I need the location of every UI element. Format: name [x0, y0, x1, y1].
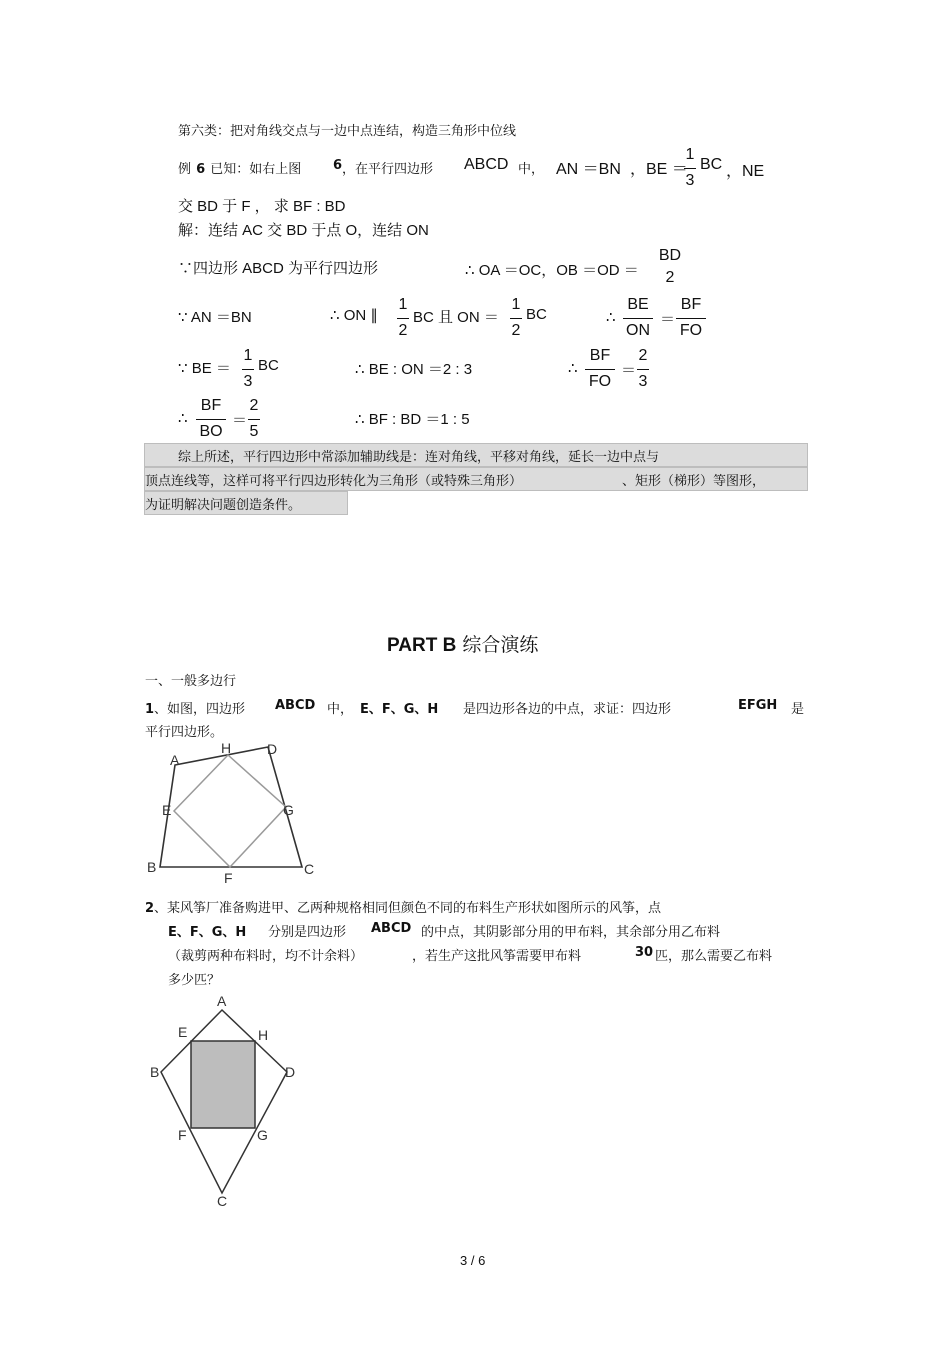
label-H: H [221, 740, 232, 756]
r2-bc1: BC 且 ON ＝ [413, 309, 499, 326]
summary-line2b: 、矩形（梯形）等图形， [622, 474, 766, 489]
label-H2: H [258, 1027, 269, 1043]
example-text: ，在平行四边形 [342, 162, 434, 177]
abcd-label: ABCD [464, 156, 509, 173]
ne-label: ，NE [726, 163, 765, 180]
q1-abcd: ABCD [275, 698, 316, 713]
q2-b: 分别是四边形 [268, 925, 347, 940]
label-C: C [304, 861, 315, 877]
q1-d: 是 [791, 702, 805, 717]
frac-half-1: 1 2 [398, 296, 408, 339]
q2-f: 匹，那么需要乙布料 [655, 949, 773, 964]
partb-title-cn: 综合演练 [462, 634, 539, 656]
r3-eq: ＝ [621, 362, 637, 379]
q2-g: 多少匹？ [168, 973, 221, 988]
r2-bc2: BC [526, 306, 547, 323]
label-F2: F [178, 1127, 187, 1143]
label-B2: B [150, 1064, 160, 1080]
summary-line3: 为证明解决问题创造条件。 [145, 498, 302, 513]
r4-eq: ＝ [232, 412, 248, 429]
frac-bf-fo: BF FO [676, 296, 706, 340]
example-given: 已知：如右上图 [210, 162, 302, 177]
q1-line2: 平行四边形。 [145, 725, 224, 740]
q1-b: 中， [327, 702, 354, 717]
summary-line1: 综上所述，平行四边形中常添加辅助线是：连对角线，平移对角线，延长一边中点与 [178, 450, 660, 465]
label-A: A [170, 752, 180, 768]
q1-a: 、如图，四边形 [154, 702, 246, 717]
figure-quadrilateral [140, 735, 325, 885]
r4-a: ∴ [178, 410, 188, 427]
be-eq: ，BE ＝ [630, 161, 688, 178]
r4-b: ∴ BF : BD ＝1 : 5 [355, 411, 470, 428]
label-G2: G [257, 1127, 268, 1143]
frac-bf-fo-2: BF FO [585, 347, 615, 391]
example-prefix: 例 [178, 162, 192, 177]
q1-num: 1 [145, 702, 155, 717]
label-E2: E [178, 1024, 188, 1040]
r3-b: ∴ BE : ON ＝2 : 3 [355, 361, 473, 378]
frac-one-third: 1 3 [685, 146, 695, 189]
solve-line: 解：连结 AC 交 BD 于点 O，连结 ON [178, 222, 429, 239]
r2-b: ∴ ON ∥ [330, 307, 378, 324]
page-number: 3 / 6 [460, 1253, 486, 1268]
frac-bf-bo: BF BO [196, 397, 226, 441]
label-D2: D [285, 1064, 296, 1080]
fig-num: 6 [333, 158, 343, 173]
frac-bd-2: BD 2 [658, 247, 682, 286]
partb-title-en: PART B [387, 635, 457, 656]
partb-title [387, 630, 538, 657]
line2: 交 BD 于 F ， 求 BF : BD [178, 198, 346, 215]
label-D: D [267, 741, 278, 757]
q1-line1 [145, 698, 245, 717]
q2-c: 的中点，其阴影部分用的甲布料，其余部分用乙布料 [421, 925, 721, 940]
frac-2-5: 2 5 [249, 397, 259, 440]
r2-a: ∵ AN ＝BN [178, 309, 252, 326]
summary-line2a: 顶点连线等，这样可将平行四边形转化为三角形（或特殊三角形） [145, 474, 523, 489]
shaded-rectangle [191, 1041, 255, 1128]
frac-half-2: 1 2 [511, 296, 521, 339]
zhong-label: 中， [518, 162, 545, 177]
q2-efgh: E、F、G、H [168, 925, 247, 940]
an-bn: AN ＝BN [556, 161, 621, 178]
r3-a: ∵ BE ＝ [178, 360, 231, 377]
example-num: 6 [196, 162, 206, 177]
q2-num: 2 [145, 901, 155, 916]
quad-abcd-shape [160, 747, 302, 867]
q1-efgh: E、F、G、H [360, 702, 439, 717]
frac-2-3: 2 3 [638, 347, 648, 390]
label-E: E [162, 802, 172, 818]
label-F: F [224, 870, 233, 885]
label-C2: C [217, 1193, 228, 1208]
q2-abcd: ABCD [371, 921, 412, 936]
frac-one-third-2: 1 3 [243, 347, 253, 390]
q2-d: （裁剪两种布料时，均不计余料） [168, 949, 364, 964]
figure-kite [145, 993, 305, 1208]
bc-label: BC [700, 156, 723, 173]
q2-30: 30 [635, 945, 654, 960]
q2-e: ，若生产这批风筝需要甲布料 [412, 949, 582, 964]
label-B: B [147, 859, 157, 875]
quad-efgh-shape [174, 755, 286, 867]
r1-left: ∵四边形 ABCD 为平行四边形 [178, 260, 379, 277]
frac-be-on: BE ON [623, 296, 653, 340]
r1-right: ∴ OA ＝OC，OB ＝OD ＝ [465, 262, 639, 279]
example-line [178, 158, 301, 177]
subsection-title: 一、一般多边行 [145, 674, 237, 689]
r2-c: ∴ [606, 309, 616, 326]
label-A2: A [217, 993, 227, 1009]
q2-a: 、某风筝厂准备购进甲、乙两种规格相同但颜色不同的布料生产形状如图所示的风筝，点 [154, 901, 662, 916]
section-title: 第六类：把对角线交点与一边中点连结，构造三角形中位线 [178, 124, 517, 139]
q1-efgh2: EFGH [738, 698, 778, 713]
q1-c: 是四边形各边的中点，求证：四边形 [463, 702, 672, 717]
r3-c: ∴ [568, 360, 578, 377]
r2-eq: ＝ [660, 311, 676, 328]
label-G: G [283, 802, 294, 818]
r3-bc: BC [258, 357, 279, 374]
q2-line1 [145, 897, 661, 916]
